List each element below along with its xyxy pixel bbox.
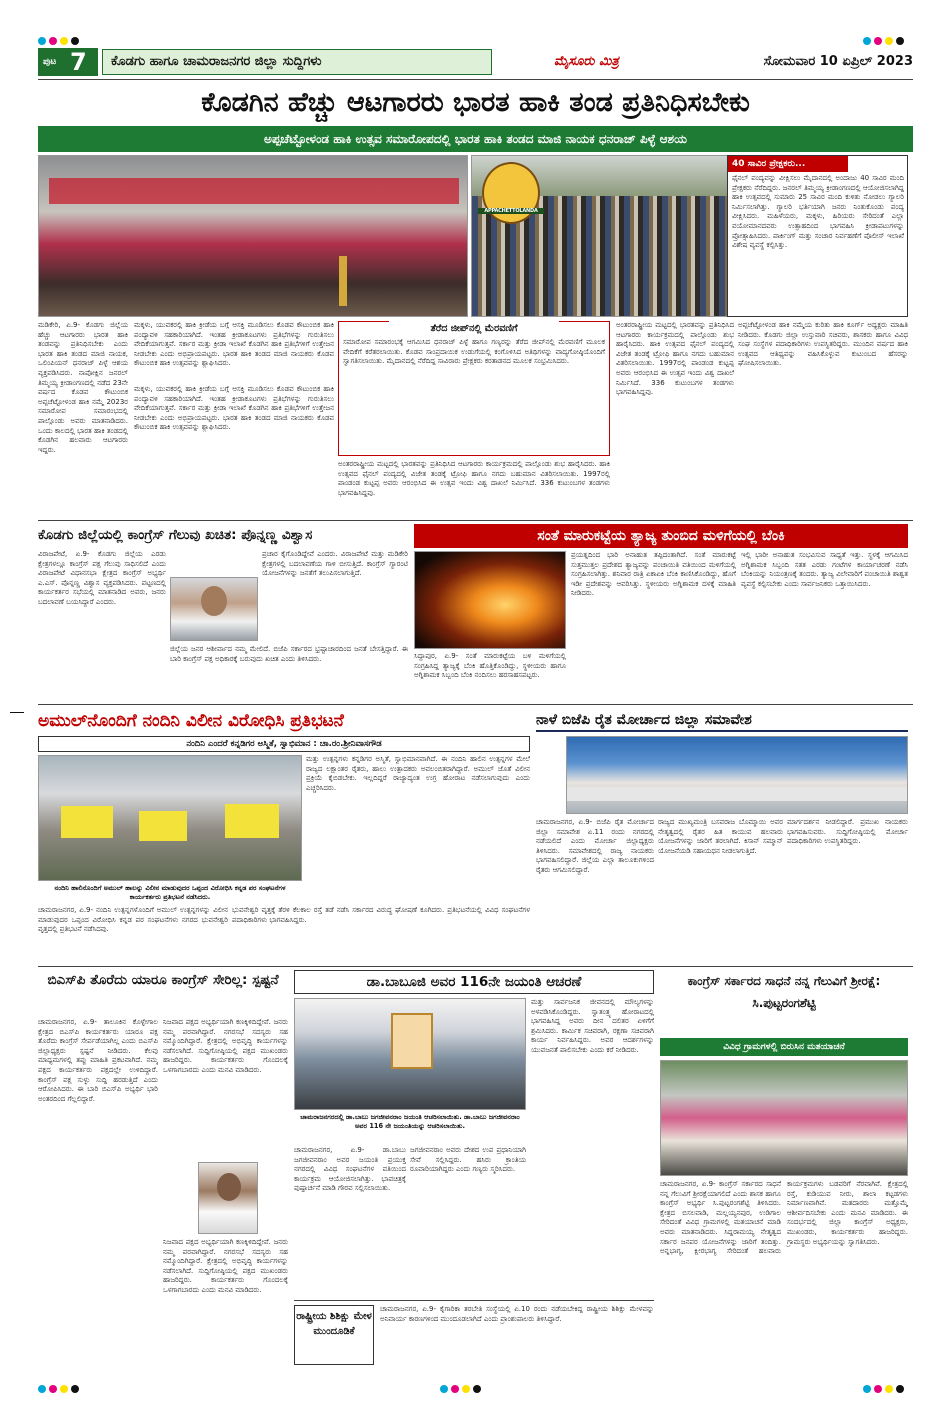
lead-body-col2b: ಮಕ್ಕಳು, ಯುವಕರಲ್ಲಿ ಹಾಕಿ ಕ್ರೀಡೆಯ ಬಗ್ಗೆ ಆಸಕ್ತಿ ಮೂಡಿಸಲು ಕೊಡವ ಕೌಟುಂಬಿಕ ಹಾಕಿ ಪಂದ್ಯಾವಳಿ ಸಹಕಾರಿಯಾಗಿದೆ. ಇಂತಹ ಕ್ರೀಡಾಕೂಟಗಳು ಪ್ರತಿಭೆಗಳನ್ನು ಗುರುತಿಸಲು ವೇದಿಕೆಯಾಗುತ್ತವೆ. ಸರ್ಕಾರ ಮತ್ತು ಕ್ರೀಡಾ ಇಲಾಖೆ ಕೊಡಗಿನ ಹಾಕಿ ಪ್ರತಿಭೆಗಳಿಗೆ ಉತ್ತೇಜನ ನೀಡಬೇಕು ಎಂದು ಅಭಿಪ್ರಾಯಪಟ್ಟರು. ಭಾರತ ಹಾಕಿ ತಂಡದ ಮಾಜಿ ನಾಯಕರು ಕೊಡವ ಕೌಟುಂಬಿಕ ಹಾಕಿ ಉತ್ಸವವನ್ನು ಶ್ಲಾಘಿಸಿದರು. (134, 385, 334, 432)
fire-photo (414, 551, 566, 649)
face-icon (217, 1173, 241, 1201)
bjp-col2: ರಾಜ್ಯದ ಮುಖ್ಯಮಂತ್ರಿ ಬಸವರಾಜ ಬೊಮ್ಮಾಯಿ ಅವರ ನೇತೃತ್ವದಲ್ಲಿ ರೈತರ ಹಿತ ಕಾಯುವ ಹಲವಾರು ಯೋಜನೆಗಳನ್ನು ಜಾರಿಗೆ ತರಲಾಗಿದೆ. ಕಿಸಾನ್ ಸಮ್ಮಾನ್ ಯೋಜನೆಯಡಿ ಸಹಾಯಧನ ನೀಡಲಾಗುತ್ತಿದೆ. (658, 818, 783, 855)
fire-col2: ಇಲ್ಲಿ ಭಾರೀ ಅನಾಹುತ ಸಂಭವಿಸುವ ಸಾಧ್ಯತೆ ಇತ್ತು. ಸ್ಥಳಕ್ಕೆ ಆಗಮಿಸಿದ ಅಗ್ನಿಶಾಮಕ ಸಿಬ್ಬಂದಿ ಸತತ ಎರಡು ಗಂಟೆಗಳ ಕಾರ್ಯಾಚರಣೆ ನಡೆಸಿ ಬೆಂಕಿಯನ್ನು ನಿಯಂತ್ರಣಕ್ಕೆ ತಂದರು. ತ್ಯಾಜ್ಯ ವಿಲೇವಾರಿಗೆ ಪಂಚಾಯಿತಿ ಶಾಶ್ವತ ವ್ಯವಸ್ಥೆ ಕಲ್ಪಿಸಬೇಕು ಎಂದು ಸಾರ್ವಜನಿಕರು ಒತ್ತಾಯಿಸಿದರು. (741, 551, 908, 588)
bjp-col3: ಮಾರ್ಗದರ್ಶನ ನೀಡಲಿದ್ದಾರೆ. ಪ್ರಮುಖ ನಾಯಕರು ಭಾಗವಹಿಸುವರು. ಸುದ್ದಿಗೋಷ್ಠಿಯಲ್ಲಿ ಮೋರ್ಚಾ ಪದಾಧಿಕಾರಿಗಳು ಉಪಸ್ಥಿತರಿದ್ದರು. (787, 818, 908, 846)
putta-headline: ಕಾಂಗ್ರೆಸ್ ಸರ್ಕಾರದ ಸಾಧನೆ ನನ್ನ ಗೆಲುವಿಗೆ ಶ್ರೀರಕ್ಷೆ: ಸಿ.ಪುಟ್ಟರಂಗಶೆಟ್ಟಿ (687, 974, 881, 1010)
fire-col1: ಪ್ರಯತ್ನದಿಂದ ಭಾರಿ ಅನಾಹುತ ತಪ್ಪಿದಂತಾಗಿದೆ. ಸಂತೆ ಮಾರುಕಟ್ಟೆ ಸುತ್ತಮುತ್ತಲ ಪ್ರದೇಶದ ತ್ಯಾಜ್ಯವನ್ನು ಪಂಚಾಯಿತಿ ವತಿಯಿಂದ ಮಳಿಗೆಯಲ್ಲಿ ಸಂಗ್ರಹಿಸಲಾಗಿತ್ತು. ಶನಿವಾರ ರಾತ್ರಿ ಏಕಾಏಕಿ ಬೆಂಕಿ ಕಾಣಿಸಿಕೊಂಡಿದ್ದು, ಹೊಗೆ ಇಡೀ ಪ್ರದೇಶವನ್ನು ಆವರಿಸಿತ್ತು. ಸ್ಥಳೀಯರು ಅಗ್ನಿಶಾಮಕ ದಳಕ್ಕೆ ಮಾಹಿತಿ ನೀಡಿದರು. (571, 551, 736, 598)
congress-headline: ಕೊಡಗು ಜಿಲ್ಲೆಯಲ್ಲಿ ಕಾಂಗ್ರೆಸ್ ಗೆಲುವು ಖಚಿತ: ಪೊನ್ನಣ್ಣ ವಿಶ್ವಾಸ (38, 527, 313, 543)
congress-col2: ಪ್ರಚಾರ ಕೈಗೊಂಡಿದ್ದೇವೆ ಎಂದರು. ವಿರಾಜಪೇಟೆ ಮತ್ತು ಮಡಿಕೇರಿ ಕ್ಷೇತ್ರಗಳಲ್ಲಿ ಬದಲಾವಣೆಯ ಗಾಳಿ ಬೀಸುತ್ತಿದೆ. ಕಾಂಗ್ರೆಸ್ ಗ್ಯಾರಂಟಿ ಯೋಜನೆಗಳನ್ನು ಜನತೆಗೆ ತಲುಪಿಸಲಾಗುತ್ತಿದೆ. (262, 550, 408, 578)
lead-sidebar (727, 155, 908, 317)
bsp-col1: ಚಾಮರಾಜನಗರ, ಏ.9- ತಾಲೂಕಿನ ಕೊಳ್ಳೇಗಾಲ ಕ್ಷೇತ್ರದ ಬಿಎಸ್‌ಪಿ ಕಾರ್ಯಕರ್ತರು ಯಾರೂ ಪಕ್ಷ ತೊರೆದು ಕಾಂಗ್ರೆಸ್ ಸೇರ್ಪಡೆಯಾಗಿಲ್ಲ ಎಂದು ಬಿಎಸ್‌ಪಿ ಜಿಲ್ಲಾಧ್ಯಕ್ಷರು ಸ್ಪಷ್ಟನೆ ನೀಡಿದರು. ಕೆಲವು ಮಾಧ್ಯಮಗಳಲ್ಲಿ ತಪ್ಪು ಮಾಹಿತಿ ಪ್ರಕಟವಾಗಿದೆ. ನಮ್ಮ ಪಕ್ಷದ ಕಾರ್ಯಕರ್ತರು ಪಕ್ಷದಲ್ಲೇ ಉಳಿದಿದ್ದಾರೆ. ಕಾಂಗ್ರೆಸ್ ಪಕ್ಷ ಸುಳ್ಳು ಸುದ್ದಿ ಹರಡುತ್ತಿದೆ ಎಂದು ಆರೋಪಿಸಿದರು. ಈ ಬಾರಿ ಬಿಎಸ್‌ಪಿ ಅಭ್ಯರ್ಥಿ ಭಾರಿ ಅಂತರದಿಂದ ಗೆಲ್ಲಲಿದ್ದಾರೆ. (38, 1018, 158, 1103)
lead-headline: ಕೊಡಗಿನ ಹೆಚ್ಚು ಆಟಗಾರರು ಭಾರತ ಹಾಕಿ ತಂಡ ಪ್ರತಿನಿಧಿಸಬೇಕು (201, 87, 750, 118)
amul-col2: ಭುವನೇಶ್ವರಿ ವೃತ್ತಕ್ಕೆ ತೆರಳಿ ಕೆಲಕಾಲ ರಸ್ತೆ ತಡೆ ನಡೆಸಿ ಸರ್ಕಾರದ ವಿರುದ್ಧ ಘೋಷಣೆ ಕೂಗಿದರು. ಪ್ರತಿಭಟನೆಯಲ್ಲಿ ವಿವಿಧ ಸಂಘಟನೆಗಳ ಪದಾಧಿಕಾರಿಗಳು ಭಾಗವಹಿಸಿದ್ದರು. (232, 906, 530, 924)
page-number: 7 (70, 48, 87, 76)
registration-marks-bottom-center (440, 1378, 484, 1397)
event-logo (482, 162, 540, 224)
page-label: ಪುಟ (43, 57, 57, 67)
amul-protest-photo (38, 755, 302, 881)
page-number-badge (38, 48, 98, 76)
amul-col1: ಚಾಮರಾಜನಗರ, ಏ.9- ನಂದಿನಿ ಉತ್ಪನ್ನಗಳೊಂದಿಗೆ ಅಮುಲ್ ಉತ್ಪನ್ನಗಳನ್ನು ವಿಲೀನ ಮಾಡುವುದರ ಒಪ್ಪಂದ ವಿರೋಧಿಸಿ ಕನ್ನಡ ಪರ ಸಂಘಟನೆಗಳು ನಗರದ ಭುವನೇಶ್ವರಿ ವೃತ್ತದಲ್ಲಿ ಪ್ರತಿಭಟನೆ ನಡೆಸಿದವು. (38, 906, 228, 934)
lead-body-col3b: ಅಂತರರಾಷ್ಟ್ರೀಯ ಮಟ್ಟದಲ್ಲಿ ಭಾರತವನ್ನು ಪ್ರತಿನಿಧಿಸಿದ ಆಟಗಾರರು ಕಾರ್ಯಕ್ರಮದಲ್ಲಿ ಪಾಲ್ಗೊಂಡು ಶುಭ ಹಾರೈಸಿದರು. ಹಾಕಿ ಉತ್ಸವದ ಫೈನಲ್ ಪಂದ್ಯದಲ್ಲಿ ವಿಜೇತ ತಂಡಕ್ಕೆ ಟ್ರೋಫಿ ಹಾಗೂ ನಗದು ಬಹುಮಾನ ವಿತರಿಸಲಾಯಿತು. 1997ರಲ್ಲಿ ಪಾಂಡಂಡ ಕುಟ್ಟಪ್ಪ ಅವರು ಆರಂಭಿಸಿದ ಈ ಉತ್ಸವ ಇಂದು ವಿಶ್ವ ದಾಖಲೆ ನಿರ್ಮಿಸಿದೆ. 336 ಕುಟುಂಬಗಳ ತಂಡಗಳು ಭಾಗವಹಿಸಿದ್ದವು. (338, 460, 610, 497)
apprentice-inset-text: ಚಾಮರಾಜನಗರ, ಏ.9- ಕೈಗಾರಿಕಾ ತರಬೇತಿ ಸಂಸ್ಥೆಯಲ್ಲಿ ಏ.10 ರಂದು ನಡೆಯಬೇಕಿದ್ದ ರಾಷ್ಟ್ರೀಯ ಶಿಶಿಕ್ಷು ಮೇಳವನ್ನು ಅನಿವಾರ್ಯ ಕಾರಣಗಳಿಂದ ಮುಂದೂಡಲಾಗಿದೆ ಎಂದು ಪ್ರಾಂಶುಪಾಲರು ತಿಳಿಸಿದ್ದಾರೆ. (380, 1305, 654, 1323)
registration-marks-bottom-left (38, 1378, 82, 1397)
apprentice-inset-title: ರಾಷ್ಟ್ರೀಯ ಶಿಶಿಕ್ಷು ಮೇಳ ಮುಂದೂಡಿಕೆ (294, 1305, 374, 1365)
portrait-frame (391, 1013, 433, 1069)
registration-marks-top-left (38, 30, 82, 49)
amul-caption: ನಂದಿನಿ ಹಾಲಿನೊಂದಿಗೆ ಅಮುಲ್ ಹಾಲನ್ನು ವಿಲೀನ ಮಾಡುವುದರ ಒಪ್ಪಂದ ವಿರೋಧಿಸಿ ಕನ್ನಡ ಪರ ಸಂಘಟನೆಗಳ ಕಾರ್ಯಕರ್ತರು ಪ್ರತಿಭಟನೆ ನಡೆಸಿದರು. (54, 884, 286, 901)
inset-text: ಸಮಾರೋಪ ಸಮಾರಂಭಕ್ಕೆ ಆಗಮಿಸಿದ ಧನರಾಜ್ ಪಿಳ್ಳೆ ಹಾಗೂ ಗಣ್ಯರನ್ನು ತೆರೆದ ಜೀಪ್‌ನಲ್ಲಿ ಮೆರವಣಿಗೆ ಮೂಲಕ ವೇದಿಕೆಗೆ ಕರೆತರಲಾಯಿತು. ಕೊಡವ ಸಾಂಪ್ರದಾಯಿಕ ಉಡುಗೆಯಲ್ಲಿ ಕಂಗೊಳಿಸಿದ ಅತಿಥಿಗಳನ್ನು ವಾದ್ಯಗೋಷ್ಠಿಯೊಂದಿಗೆ ಸ್ವಾಗತಿಸಲಾಯಿತು. ಮೈದಾನದಲ್ಲಿ ನೆರೆದಿದ್ದ ಸಾವಿರಾರು ಪ್ರೇಕ್ಷಕರು ಕರತಾಡನದ ಮೂಲಕ ಸಂಭ್ರಮಿಸಿದರು. (343, 338, 605, 366)
bsp-col2a: ನಿಜವಾದ ಪಕ್ಷದ ಅಭ್ಯರ್ಥಿಯಾಗಿ ಕಣಕ್ಕಿಳಿದಿದ್ದೇವೆ. ಜನರು ನಮ್ಮ ಪರವಾಗಿದ್ದಾರೆ. ನಗರಸಭೆ ಸದಸ್ಯರು ಸಹ ನಮ್ಮೊಂದಿಗಿದ್ದಾರೆ. ಕ್ಷೇತ್ರದಲ್ಲಿ ಅಭಿವೃದ್ಧಿ ಕಾರ್ಯಗಳನ್ನು ನಡೆಸಲಾಗಿದೆ. ಸುದ್ದಿಗೋಷ್ಠಿಯಲ್ಲಿ ಪಕ್ಷದ ಮುಖಂಡರು ಹಾಜರಿದ್ದರು. ಕಾರ್ಯಕರ್ತರು ಗೊಂದಲಕ್ಕೆ ಒಳಗಾಗಬಾರದು ಎಂದು ಮನವಿ ಮಾಡಿದರು. (163, 1018, 288, 1074)
lead-inset (338, 321, 610, 456)
babuji-col3: ಮತ್ತು ಸಾರ್ವಜನಿಕ ಜೀವನದಲ್ಲಿ ಮೌಲ್ಯಗಳನ್ನು ಅಳವಡಿಸಿಕೊಂಡಿದ್ದರು. ಸ್ವಾತಂತ್ರ್ಯ ಹೋರಾಟದಲ್ಲಿ ಭಾಗವಹಿಸಿದ್ದ ಅವರು ದೀನ ದಲಿತರ ಏಳಿಗೆಗೆ ಶ್ರಮಿಸಿದರು. ಕಾರ್ಮಿಕ ಸಚಿವರಾಗಿ, ರಕ್ಷಣಾ ಸಚಿವರಾಗಿ ಕಾರ್ಯ ನಿರ್ವಹಿಸಿದ್ದರು. ಅವರ ಆದರ್ಶಗಳನ್ನು ಯುವಜನತೆ ಪಾಲಿಸಬೇಕು ಎಂದು ಕರೆ ನೀಡಿದರು. (531, 998, 654, 1054)
putta-subhead: ವಿವಿಧ ಗ್ರಾಮಗಳಲ್ಲಿ ಬಿರುಸಿನ ಮತಯಾಚನೆ (660, 1038, 908, 1056)
registration-marks-top-right (863, 30, 907, 49)
bjp-col1: ಚಾಮರಾಜನಗರ, ಏ.9- ಬಿಜೆಪಿ ರೈತ ಮೋರ್ಚಾದ ಜಿಲ್ಲಾ ಸಮಾವೇಶ ಏ.11 ರಂದು ನಗರದಲ್ಲಿ ನಡೆಯಲಿದೆ ಎಂದು ಮೋರ್ಚಾ ಜಿಲ್ಲಾಧ್ಯಕ್ಷರು ತಿಳಿಸಿದರು. ಸಮಾವೇಶದಲ್ಲಿ ರಾಜ್ಯ ನಾಯಕರು ಭಾಗವಹಿಸಲಿದ್ದಾರೆ. ಜಿಲ್ಲೆಯ ಎಲ್ಲಾ ತಾಲೂಕುಗಳಿಂದ ರೈತರು ಆಗಮಿಸಲಿದ್ದಾರೆ. (536, 818, 654, 874)
bjp-headline: ನಾಳೆ ಬಿಜೆಪಿ ರೈತ ಮೋರ್ಚಾದ ಜಿಲ್ಲಾ ಸಮಾವೇಶ (536, 708, 908, 732)
bsp-leader-portrait (198, 1162, 258, 1234)
lamp-icon (339, 256, 347, 306)
fire-caption: ಸಿದ್ದಾಪುರ, ಏ.9- ಸಂತೆ ಮಾರುಕಟ್ಟೆಯ ಬಳಿ ಮಳಿಗೆಯಲ್ಲಿ ಸಂಗ್ರಹಿಸಿದ್ದ ತ್ಯಾಜ್ಯಕ್ಕೆ ಬೆಂಕಿ ಹೊತ್ತಿಕೊಂಡಿದ್ದು, ಸ್ಥಳೀಯರು ಹಾಗೂ ಅಗ್ನಿಶಾಮಕ ಸಿಬ್ಬಂದಿ ಬೆಂಕಿ ನಂದಿಸಲು ಹರಸಾಹಸಪಟ್ಟರು. (414, 652, 566, 680)
amul-side: ಮತ್ತು ಉತ್ಪನ್ನಗಳು ಕನ್ನಡಿಗರ ಅಸ್ಮಿತೆ, ಸ್ವಾಭಿಮಾನವಾಗಿದೆ. ಈ ನಂದಿನಿ ಹಾಲಿನ ಉತ್ಪನ್ನಗಳ ಮೇಲೆ ರಾಜ್ಯದ ಲಕ್ಷಾಂತರ ರೈತರು, ಹಾಲು ಉತ್ಪಾದಕರು ಅವಲಂಬಿತರಾಗಿದ್ದಾರೆ. ಅಮುಲ್ ಜೊತೆ ವಿಲೀನ ಪ್ರಕ್ರಿಯೆ ಕೈಬಿಡಬೇಕು. ಇಲ್ಲದಿದ್ದರೆ ರಾಜ್ಯಾದ್ಯಂತ ಉಗ್ರ ಹೋರಾಟ ನಡೆಸಲಾಗುವುದು ಎಂದು ಎಚ್ಚರಿಸಿದರು. (306, 755, 530, 792)
babuji-headline: ಡಾ.ಬಾಬೂಜಿ ಅವರ 116ನೇ ಜಯಂತಿ ಆಚರಣೆ (294, 970, 654, 994)
logo-banner: APPACHETTOLANDA (478, 208, 544, 214)
bsp-headline: ಬಿಎಸ್‌ಪಿ ತೊರೆದು ಯಾರೂ ಕಾಂಗ್ರೆಸ್ ಸೇರಿಲ್ಲ: ಸ್ಪಷ್ಟನೆ (47, 972, 279, 988)
lead-body-col3: ಅಂತರರಾಷ್ಟ್ರೀಯ ಮಟ್ಟದಲ್ಲಿ ಭಾರತವನ್ನು ಪ್ರತಿನಿಧಿಸಿದ ಆಟಗಾರರು ಕಾರ್ಯಕ್ರಮದಲ್ಲಿ ಪಾಲ್ಗೊಂಡು ಶುಭ ಹಾರೈಸಿದರು. ಹಾಕಿ ಉತ್ಸವದ ಫೈನಲ್ ಪಂದ್ಯದಲ್ಲಿ ವಿಜೇತ ತಂಡಕ್ಕೆ ಟ್ರೋಫಿ ಹಾಗೂ ನಗದು ಬಹುಮಾನ ವಿತರಿಸಲಾಯಿತು. 1997ರಲ್ಲಿ ಪಾಂಡಂಡ ಕುಟ್ಟಪ್ಪ ಅವರು ಆರಂಭಿಸಿದ ಈ ಉತ್ಸವ ಇಂದು ವಿಶ್ವ ದಾಖಲೆ ನಿರ್ಮಿಸಿದೆ. 336 ಕುಟುಂಬಗಳ ತಂಡಗಳು ಭಾಗವಹಿಸಿದ್ದವು. (616, 321, 734, 397)
crop-mark-left (10, 712, 24, 713)
lead-body-col1: ಮಡಿಕೇರಿ, ಏ.9- ಕೊಡಗು ಜಿಲ್ಲೆಯ ಹೆಚ್ಚು ಆಟಗಾರರು ಭಾರತ ಹಾಕಿ ತಂಡವನ್ನು ಪ್ರತಿನಿಧಿಸಬೇಕು ಎಂದು ಭಾರತ ಹಾಕಿ ತಂಡದ ಮಾಜಿ ನಾಯಕ, ಒಲಿಂಪಿಯನ್ ಧನರಾಜ್ ಪಿಳ್ಳೆ ಆಶಯ ವ್ಯಕ್ತಪಡಿಸಿದರು. ನಾಪೋಕ್ಲಿನ ಜನರಲ್ ತಿಮ್ಮಯ್ಯ ಕ್ರೀಡಾಂಗಣದಲ್ಲಿ ನಡೆದ 23ನೇ ವರ್ಷದ ಕೊಡವ ಕೌಟುಂಬಿಕ ಅಪ್ಪಚೆಟ್ಟೋಳಂಡ ಹಾಕಿ ನಮ್ಮೆ 2023ರ ಸಮಾರೋಪ ಸಮಾರಂಭದಲ್ಲಿ ಪಾಲ್ಗೊಂಡು ಅವರು ಮಾತನಾಡಿದರು. ಒಂದು ಕಾಲದಲ್ಲಿ ಭಾರತ ಹಾಕಿ ತಂಡದಲ್ಲಿ ಕೊಡಗಿನ ಹಲವಾರು ಆಟಗಾರರು ಇದ್ದರು. (38, 321, 128, 454)
section-title: ಕೊಡಗು ಹಾಗೂ ಚಾಮರಾಜನಗರ ಜಿಲ್ಲಾ ಸುದ್ದಿಗಳು (102, 49, 492, 75)
masthead (38, 48, 913, 76)
registration-marks-bottom-right (863, 1378, 907, 1397)
amul-headline: ಅಮುಲ್‌ನೊಂದಿಗೆ ನಂದಿನಿ ವಿಲೀನ ವಿರೋಧಿಸಿ ಪ್ರತಿಭಟನೆ (38, 711, 344, 731)
amul-subhead: ನಂದಿನಿ ಎಂದರೆ ಕನ್ನಡಿಗರ ಅಸ್ಮಿತೆ, ಸ್ವಾಭಿಮಾನ : ಚಾ.ರಂ.ಶ್ರೀನಿವಾಸಗೌಡ (38, 736, 530, 752)
babuji-caption: ಚಾಮರಾಜನಗರದಲ್ಲಿ ಡಾ.ಬಾಬು ಜಗಜೀವನರಾಂ ಜಯಂತಿ ಆಚರಿಸಲಾಯಿತು. ಡಾ.ಬಾಬು ಜಗಜೀವನರಾಂ ಅವರ 116 ನೇ ಜಯಂತಿಯನ್ನು ಆಚರಿಸಲಾಯಿತು. (300, 1113, 520, 1130)
bjp-press-photo (566, 736, 908, 814)
putta-campaign-photo (660, 1060, 908, 1176)
babuji-col1: ಚಾಮರಾಜನಗರ, ಏ.9- ಡಾ.ಬಾಬು ಜಗಜೀವನರಾಂ ಅವರ ಜಯಂತಿ ಪ್ರಯುಕ್ತ ನಗರದಲ್ಲಿ ವಿವಿಧ ಸಂಘಟನೆಗಳ ವತಿಯಿಂದ ಕಾರ್ಯಕ್ರಮ ಆಯೋಜಿಸಲಾಗಿತ್ತು. ಭಾವಚಿತ್ರಕ್ಕೆ ಪುಷ್ಪಾರ್ಚನೆ ಮಾಡಿ ಗೌರವ ಸಲ್ಲಿಸಲಾಯಿತು. (294, 1146, 406, 1193)
lead-subhead: ಅಪ್ಪಚೆಟ್ಟೋಳಂಡ ಹಾಕಿ ಉತ್ಸವ ಸಮಾರೋಪದಲ್ಲಿ ಭಾರತ ಹಾಕಿ ತಂಡದ ಮಾಜಿ ನಾಯಕ ಧನರಾಜ್ ಪಿಳ್ಳೆ ಆಶಯ (38, 126, 913, 152)
face-icon (201, 586, 227, 616)
lead-body-col4: ಅಪ್ಪಚೆಟ್ಟೋಳಂಡ ಹಾಕಿ ನಮ್ಮೆಯ ಕುರಿತು ಹಾಕಿ ಕೂರ್ಗ್ ಅಧ್ಯಕ್ಷರು ಮಾಹಿತಿ ನೀಡಿದರು. ಕೊಡಗು ಜಿಲ್ಲಾ ಉಸ್ತುವಾರಿ ಸಚಿವರು, ಶಾಸಕರು ಹಾಗೂ ವಿವಿಧ ಸಂಘ ಸಂಸ್ಥೆಗಳ ಪದಾಧಿಕಾರಿಗಳು ಉಪಸ್ಥಿತರಿದ್ದರು. ಮುಂದಿನ ವರ್ಷದ ಹಾಕಿ ಉತ್ಸವದ ಆತಿಥ್ಯವನ್ನು ವಹಿಸಿಕೊಳ್ಳುವ ಕುಟುಂಬದ ಹೆಸರನ್ನು ಘೋಷಿಸಲಾಯಿತು. (738, 321, 908, 368)
congress-col3: ಜಿಲ್ಲೆಯ ಜನರ ಆಶೀರ್ವಾದ ನಮ್ಮ ಮೇಲಿದೆ. ಬಿಜೆಪಿ ಸರ್ಕಾರದ ಭ್ರಷ್ಟಾಚಾರದಿಂದ ಜನತೆ ಬೇಸತ್ತಿದ್ದಾರೆ. ಈ ಬಾರಿ ಕಾಂಗ್ರೆಸ್ ಪಕ್ಷ ಅಧಿಕಾರಕ್ಕೆ ಬರುವುದು ಖಚಿತ ಎಂದು ತಿಳಿಸಿದರು. (170, 645, 408, 663)
sidebar-text: ಫೈನಲ್ ಪಂದ್ಯವನ್ನು ವೀಕ್ಷಿಸಲು ಮೈದಾನದಲ್ಲಿ ಅಂದಾಜು 40 ಸಾವಿರ ಮಂದಿ ಪ್ರೇಕ್ಷಕರು ನೆರೆದಿದ್ದರು. ಜನರಲ್ ತಿಮ್ಮಯ್ಯ ಕ್ರೀಡಾಂಗಣದಲ್ಲಿ ಆಯೋಜಿಸಲಾಗಿದ್ದ ಹಾಕಿ ಉತ್ಸವದಲ್ಲಿ ಸುಮಾರು 25 ಸಾವಿರ ಮಂದಿ ಕುಳಿತು ನೋಡಲು ಗ್ಯಾಲರಿ ನಿರ್ಮಿಸಲಾಗಿತ್ತು. ಗ್ಯಾಲರಿ ಭರ್ತಿಯಾಗಿ ಜನರು ನಿಂತುಕೊಂಡು ಪಂದ್ಯ ವೀಕ್ಷಿಸಿದರು. ಮಹಿಳೆಯರು, ಮಕ್ಕಳು, ಹಿರಿಯರು ಸೇರಿದಂತೆ ಎಲ್ಲಾ ವಯೋಮಾನದವರು ಉತ್ಸಾಹದಿಂದ ಭಾಗವಹಿಸಿ ಕ್ರೀಡಾಪಟುಗಳನ್ನು ಪ್ರೋತ್ಸಾಹಿಸಿದರು. ಪಾರ್ಕಿಂಗ್ ಮತ್ತು ಸಂಚಾರ ನಿರ್ವಹಣೆಗೆ ಪೊಲೀಸ್ ಇಲಾಖೆ ವಿಶೇಷ ವ್ಯವಸ್ಥೆ ಕಲ್ಪಿಸಿತ್ತು. (732, 174, 904, 250)
congress-col1: ವಿರಾಜಪೇಟೆ, ಏ.9- ಕೊಡಗು ಜಿಲ್ಲೆಯ ಎರಡು ಕ್ಷೇತ್ರಗಳಲ್ಲೂ ಕಾಂಗ್ರೆಸ್ ಪಕ್ಷ ಗೆಲುವು ಸಾಧಿಸಲಿದೆ ಎಂದು ವಿರಾಜಪೇಟೆ ವಿಧಾನಸಭಾ ಕ್ಷೇತ್ರದ ಕಾಂಗ್ರೆಸ್ ಅಭ್ಯರ್ಥಿ ಎ.ಎಸ್. ಪೊನ್ನಣ್ಣ ವಿಶ್ವಾಸ ವ್ಯಕ್ತಪಡಿಸಿದರು. ಪಟ್ಟಣದಲ್ಲಿ ಕಾರ್ಯಕರ್ತರ ಸಭೆಯಲ್ಲಿ ಮಾತನಾಡಿದ ಅವರು, ಜನರು ಬದಲಾವಣೆ ಬಯಸಿದ್ದಾರೆ ಎಂದರು. (38, 550, 166, 606)
sidebar-title: 40 ಸಾವಿರ ಪ್ರೇಕ್ಷಕರು... (728, 156, 848, 172)
paper-name: ಮೈಸೂರು ಮಿತ್ರ (554, 54, 619, 69)
inset-title: ತೆರೆದ ಜೀಪ್‌ನಲ್ಲಿ ಮೆರವಣಿಗೆ (389, 321, 559, 336)
issue-date: ಸೋಮವಾರ 10 ಏಪ್ರಿಲ್ 2023 (763, 54, 913, 69)
bsp-col2b: ನಿಜವಾದ ಪಕ್ಷದ ಅಭ್ಯರ್ಥಿಯಾಗಿ ಕಣಕ್ಕಿಳಿದಿದ್ದೇವೆ. ಜನರು ನಮ್ಮ ಪರವಾಗಿದ್ದಾರೆ. ನಗರಸಭೆ ಸದಸ್ಯರು ಸಹ ನಮ್ಮೊಂದಿಗಿದ್ದಾರೆ. ಕ್ಷೇತ್ರದಲ್ಲಿ ಅಭಿವೃದ್ಧಿ ಕಾರ್ಯಗಳನ್ನು ನಡೆಸಲಾಗಿದೆ. ಸುದ್ದಿಗೋಷ್ಠಿಯಲ್ಲಿ ಪಕ್ಷದ ಮುಖಂಡರು ಹಾಜರಿದ್ದರು. ಕಾರ್ಯಕರ್ತರು ಗೊಂದಲಕ್ಕೆ ಒಳಗಾಗಬಾರದು ಎಂದು ಮನವಿ ಮಾಡಿದರು. (163, 1238, 288, 1294)
babuji-event-photo (294, 998, 526, 1110)
ponnanna-portrait (170, 577, 258, 641)
babuji-col2: ಜಗಜೀವನರಾಂ ಅವರು ದೇಶದ ಉಪ ಪ್ರಧಾನಿಯಾಗಿ ಸೇವೆ ಸಲ್ಲಿಸಿದ್ದರು. ಹಸಿರು ಕ್ರಾಂತಿಯ ರೂವಾರಿಯಾಗಿದ್ದರು ಎಂದು ಗಣ್ಯರು ಸ್ಮರಿಸಿದರು. (410, 1146, 526, 1174)
lead-photo-ceremony (38, 155, 468, 317)
putta-text: ಚಾಮರಾಜನಗರ, ಏ.9- ಕಾಂಗ್ರೆಸ್ ಸರ್ಕಾರದ ಸಾಧನೆ ನನ್ನ ಗೆಲುವಿಗೆ ಶ್ರೀರಕ್ಷೆಯಾಗಲಿದೆ ಎಂದು ಶಾಸಕ ಹಾಗೂ ಕಾಂಗ್ರೆಸ್ ಅಭ್ಯರ್ಥಿ ಸಿ.ಪುಟ್ಟರಂಗಶೆಟ್ಟಿ ತಿಳಿಸಿದರು. ಕ್ಷೇತ್ರದ ಬಿಸಲವಾಡಿ, ಮಲ್ಲಯ್ಯನಪುರ, ಉಡಿಗಾಲ ಸೇರಿದಂತೆ ವಿವಿಧ ಗ್ರಾಮಗಳಲ್ಲಿ ಮತಯಾಚನೆ ಮಾಡಿ ಅವರು ಮಾತನಾಡಿದರು. ಸಿದ್ದರಾಮಯ್ಯ ನೇತೃತ್ವದ ಸರ್ಕಾರ ಜನಪರ ಯೋಜನೆಗಳನ್ನು ಜಾರಿಗೆ ತಂದಿತ್ತು. ಅನ್ನಭಾಗ್ಯ, ಕ್ಷೀರಭಾಗ್ಯ ಸೇರಿದಂತೆ ಹಲವಾರು ಕಾರ್ಯಕ್ರಮಗಳು ಬಡವರಿಗೆ ನೆರವಾಗಿವೆ. ಕ್ಷೇತ್ರದಲ್ಲಿ ರಸ್ತೆ, ಕುಡಿಯುವ ನೀರು, ಶಾಲಾ ಕಟ್ಟಡಗಳು ನಿರ್ಮಾಣವಾಗಿವೆ. ಮತದಾರರು ಮತ್ತೊಮ್ಮೆ ಆಶೀರ್ವದಿಸಬೇಕು ಎಂದು ಮನವಿ ಮಾಡಿದರು. ಈ ಸಂದರ್ಭದಲ್ಲಿ ಜಿಲ್ಲಾ ಕಾಂಗ್ರೆಸ್ ಅಧ್ಯಕ್ಷರು, ಮುಖಂಡರು, ಕಾರ್ಯಕರ್ತರು ಹಾಜರಿದ್ದರು. ಗ್ರಾಮಸ್ಥರು ಅಭ್ಯರ್ಥಿಯನ್ನು ಸ್ವಾಗತಿಸಿದರು. (660, 1180, 908, 1256)
fire-headline: ಸಂತೆ ಮಾರುಕಟ್ಟೆಯ ತ್ಯಾಜ್ಯ ತುಂಬಿದ ಮಳಿಗೆಯಲ್ಲಿ ಬೆಂಕಿ (414, 524, 908, 548)
lead-body-col2: ಮಕ್ಕಳು, ಯುವಕರಲ್ಲಿ ಹಾಕಿ ಕ್ರೀಡೆಯ ಬಗ್ಗೆ ಆಸಕ್ತಿ ಮೂಡಿಸಲು ಕೊಡವ ಕೌಟುಂಬಿಕ ಹಾಕಿ ಪಂದ್ಯಾವಳಿ ಸಹಕಾರಿಯಾಗಿದೆ. ಇಂತಹ ಕ್ರೀಡಾಕೂಟಗಳು ಪ್ರತಿಭೆಗಳನ್ನು ಗುರುತಿಸಲು ವೇದಿಕೆಯಾಗುತ್ತವೆ. ಸರ್ಕಾರ ಮತ್ತು ಕ್ರೀಡಾ ಇಲಾಖೆ ಕೊಡಗಿನ ಹಾಕಿ ಪ್ರತಿಭೆಗಳಿಗೆ ಉತ್ತೇಜನ ನೀಡಬೇಕು ಎಂದು ಅಭಿಪ್ರಾಯಪಟ್ಟರು. ಭಾರತ ಹಾಕಿ ತಂಡದ ಮಾಜಿ ನಾಯಕರು ಕೊಡವ ಕೌಟುಂಬಿಕ ಹಾಕಿ ಉತ್ಸವವನ್ನು ಶ್ಲಾಘಿಸಿದರು. (134, 321, 334, 368)
